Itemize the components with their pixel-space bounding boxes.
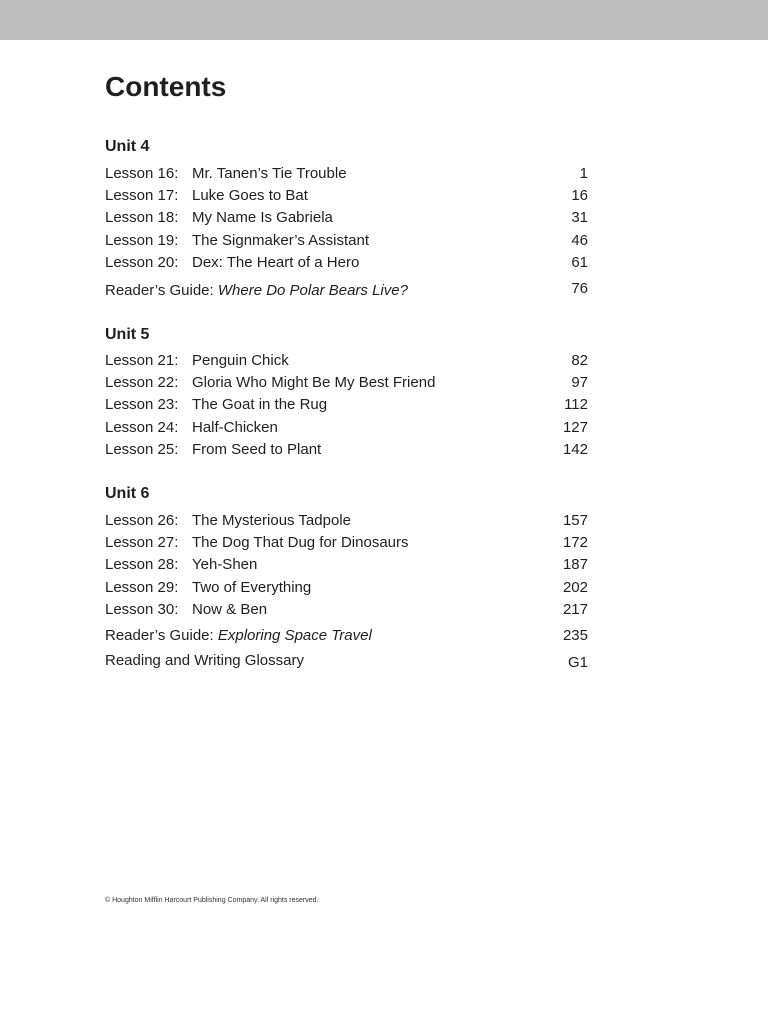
lesson-number: Lesson 26: <box>105 512 179 529</box>
lesson-number: Lesson 22: <box>105 374 179 391</box>
lesson-row[interactable] <box>105 231 588 251</box>
lesson-title: The Dog That Dug for Dinosaurs <box>192 534 409 551</box>
lesson-number: Lesson 17: <box>105 187 179 204</box>
page-number: 217 <box>562 601 588 618</box>
lesson-title: Gloria Who Might Be My Best Friend <box>192 374 436 391</box>
lesson-number: Lesson 23: <box>105 396 179 413</box>
lesson-row[interactable] <box>105 600 588 620</box>
lesson-row[interactable] <box>105 164 588 184</box>
lesson-title: Luke Goes to Bat <box>192 187 308 204</box>
lesson-title: Now & Ben <box>192 601 268 618</box>
lesson-row[interactable] <box>105 555 588 575</box>
lesson-number: Lesson 24: <box>105 419 179 436</box>
page-number: 97 <box>571 374 588 391</box>
glossary-label: Reading and Writing Glossary <box>105 652 304 669</box>
page-number: 187 <box>562 556 588 573</box>
lesson-row[interactable] <box>105 208 588 228</box>
page-number: 46 <box>571 232 588 249</box>
lesson-number: Lesson 20: <box>105 254 179 271</box>
page-number: 82 <box>571 352 588 369</box>
lesson-title: Two of Everything <box>192 579 312 596</box>
lesson-number: Lesson 21: <box>105 352 179 369</box>
page-number: 202 <box>562 579 588 596</box>
lesson-number: Lesson 16: <box>105 165 179 182</box>
lesson-row[interactable] <box>105 351 588 371</box>
page-number: 31 <box>571 209 588 226</box>
page-number: 61 <box>571 254 588 271</box>
lesson-row[interactable] <box>105 373 588 393</box>
lesson-row[interactable] <box>105 440 588 460</box>
lesson-title: From Seed to Plant <box>192 441 322 458</box>
page-number: 142 <box>562 441 588 458</box>
page-number: 112 <box>564 396 588 413</box>
lesson-title: Penguin Chick <box>192 352 289 369</box>
readers-guide-row[interactable] <box>105 626 588 646</box>
lesson-row[interactable] <box>105 418 588 438</box>
page-number: 172 <box>562 534 588 551</box>
lesson-row[interactable] <box>105 253 588 273</box>
unit-heading: Unit 5 <box>105 326 150 343</box>
unit-heading: Unit 4 <box>105 138 150 155</box>
page-number: 76 <box>571 280 588 297</box>
page-number: 157 <box>562 512 588 529</box>
lesson-row[interactable] <box>105 395 588 415</box>
lesson-title: Half-Chicken <box>192 419 278 436</box>
lesson-number: Lesson 27: <box>105 534 179 551</box>
lesson-title: The Signmaker’s Assistant <box>192 232 370 249</box>
lesson-number: Lesson 30: <box>105 601 179 618</box>
lesson-row[interactable] <box>105 578 588 598</box>
page-title: Contents <box>105 71 227 102</box>
readers-guide-title: Exploring Space Travel <box>217 627 372 644</box>
lesson-number: Lesson 25: <box>105 441 179 458</box>
page-number: 16 <box>571 187 588 204</box>
lesson-title: Mr. Tanen’s Tie Trouble <box>192 165 347 182</box>
lesson-row[interactable] <box>105 533 588 553</box>
readers-guide-label: Reader’s Guide: <box>105 282 214 299</box>
lesson-title: The Goat in the Rug <box>192 396 328 413</box>
lesson-title: Yeh-Shen <box>192 556 258 573</box>
lesson-number: Lesson 18: <box>105 209 179 226</box>
lesson-title: My Name Is Gabriela <box>192 209 333 226</box>
lesson-row[interactable] <box>105 511 588 531</box>
lesson-row[interactable] <box>105 186 588 206</box>
lesson-number: Lesson 28: <box>105 556 179 573</box>
readers-guide-row[interactable] <box>105 281 588 301</box>
page-number: 127 <box>562 419 588 436</box>
page-number: 1 <box>579 165 588 182</box>
lesson-number: Lesson 29: <box>105 579 179 596</box>
lesson-number: Lesson 19: <box>105 232 179 249</box>
glossary-row[interactable] <box>105 651 588 671</box>
readers-guide-label: Reader’s Guide: <box>105 627 214 644</box>
page-number: 235 <box>562 627 588 644</box>
unit-heading: Unit 6 <box>105 485 150 502</box>
lesson-title: The Mysterious Tadpole <box>192 512 351 529</box>
copyright-footer: © Houghton Mifflin Harcourt Publishing Company. All rights reserved. <box>105 897 319 904</box>
top-bar <box>0 0 768 40</box>
readers-guide-title: Where Do Polar Bears Live? <box>217 282 408 299</box>
page-number: G1 <box>567 654 588 671</box>
lesson-title: Dex: The Heart of a Hero <box>192 254 360 271</box>
